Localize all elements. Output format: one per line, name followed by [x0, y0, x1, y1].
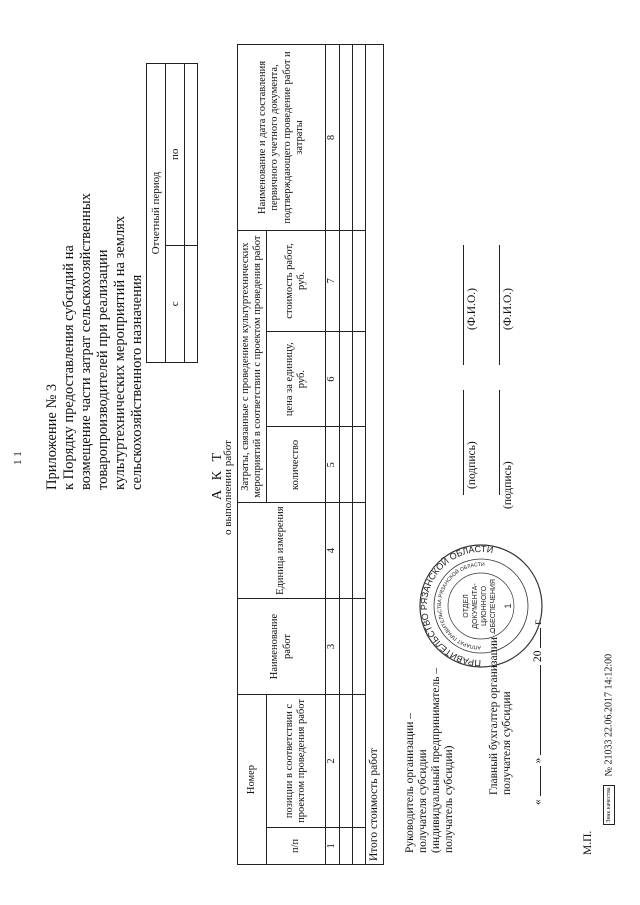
period-header: Отчетный период: [147, 64, 166, 363]
header-number: Номер: [238, 695, 267, 865]
accountant-line: получателя субсидии: [501, 691, 513, 795]
footer: [603, 654, 615, 825]
appendix-line: Приложение № 3: [44, 383, 60, 490]
col-number: 8: [326, 45, 340, 231]
period-to-value: [185, 64, 198, 246]
empty-row: [353, 45, 366, 865]
col-number: 3: [326, 598, 340, 694]
year-suffix: г.: [532, 618, 544, 625]
col-number: 5: [326, 427, 340, 503]
period-from-value: [185, 245, 198, 362]
official-seal: [418, 543, 544, 669]
accountant-line: Главный бухгалтер организации –: [488, 628, 500, 795]
col-number: 2: [326, 695, 340, 828]
header-price: цена за единицу, руб.: [267, 331, 326, 427]
col-number: 6: [326, 331, 340, 427]
footer-doc-number: № 21033: [603, 739, 615, 777]
header-position: позиции в соответствии с проектом проведения работ: [267, 695, 326, 828]
seal-center-line: ДОКУМЕНТА-: [472, 583, 479, 629]
seal-center-line: ОБЕСПЕЧЕНИЯ: [490, 579, 497, 633]
head-fio-line: [463, 245, 464, 365]
accountant-fio-label: (Ф.И.О.): [502, 288, 514, 330]
head-signatory: [404, 668, 456, 853]
head-signature-label: (подпись): [466, 441, 478, 489]
head-line: получатель субсидии): [443, 745, 455, 853]
appendix-line: товаропроизводителей при реализации: [95, 249, 111, 490]
col-number: 4: [326, 503, 340, 599]
header-name: Наименование работ: [238, 598, 326, 694]
header-pp: п/п: [267, 827, 326, 864]
col-number: 7: [326, 230, 340, 331]
head-fio-label: (Ф.И.О.): [466, 288, 478, 330]
head-line: получателя субсидии: [417, 749, 429, 853]
head-line: Руководитель организации –: [404, 712, 416, 853]
works-table: [237, 44, 384, 865]
seal-center-line: ЦИОННОГО: [481, 585, 488, 627]
header-costs: Затраты, связанные с проведением культуртехнических мероприятий в соответствии с проектом проведения работ: [238, 230, 267, 502]
mp-label: М.П.: [582, 830, 594, 855]
accountant-signature-line: [499, 390, 500, 495]
appendix-line: сельскохозяйственного назначения: [129, 274, 145, 490]
year-prefix: 20: [532, 650, 544, 662]
period-from: с: [166, 245, 185, 362]
accountant-fio-line: [499, 245, 500, 365]
total-row-label: Итого стоимость работ: [366, 45, 384, 865]
seal-number: 1: [503, 603, 513, 609]
seal-center-line: ОТДЕЛ: [463, 594, 470, 618]
header-unit: Единица измерения: [238, 503, 326, 599]
seal-inner-text: АППАРАТ ПРАВИТЕЛЬСТВА РЯЗАНСКОЙ ОБЛАСТИ: [436, 561, 485, 651]
seal-outer-text: ПРАВИТЕЛЬСТВО РЯЗАНСКОЙ ОБЛАСТИ: [418, 543, 494, 669]
accountant-signature-label: (подпись): [502, 461, 514, 509]
date-open-quote: «: [532, 799, 544, 805]
page-mark: 1 1: [12, 451, 24, 465]
act-subtitle: о выполнении работ: [222, 440, 234, 535]
head-signature-line: [463, 390, 464, 495]
quality-logo: Знак качества: [603, 785, 615, 825]
appendix-line: к Порядку предоставления субсидий на: [61, 245, 77, 490]
header-document: Наименование и дата составления первичного учетного документа, подтверждающего проведение работ и затраты: [238, 45, 326, 231]
header-cost: стоимость работ, руб.: [267, 230, 326, 331]
footer-timestamp: 22.06.2017 14:12:00: [603, 653, 615, 737]
date-close-quote: »: [532, 757, 544, 764]
period-table: [146, 63, 198, 363]
empty-row: [340, 45, 353, 865]
period-to: по: [166, 64, 185, 246]
appendix-line: возмещение части затрат сельскохозяйственных: [78, 193, 94, 490]
col-number: 1: [326, 827, 340, 864]
appendix-line: культуртехнических мероприятий на землях: [112, 215, 128, 490]
header-quantity: количество: [267, 427, 326, 503]
act-title: А К Т: [210, 450, 225, 500]
appendix-block: [44, 50, 146, 490]
head-line: (индивидуальный предприниматель –: [430, 667, 442, 853]
